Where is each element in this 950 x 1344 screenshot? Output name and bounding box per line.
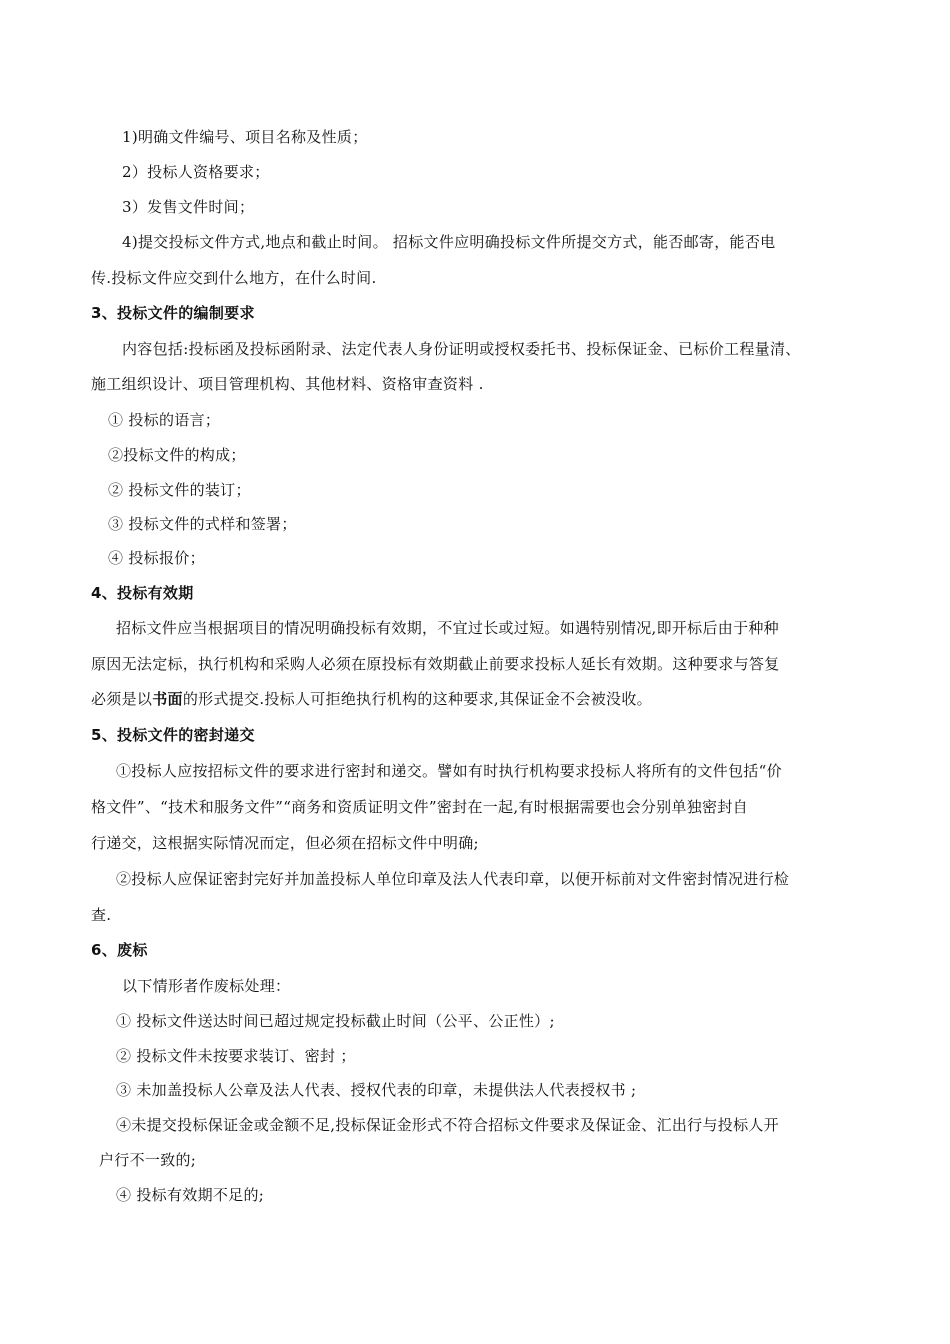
paragraph-line: 查.: [91, 906, 112, 924]
paragraph-line: 格文件”、“技术和服务文件”“商务和资质证明文件”密封在一起,有时根据需要也会分别单独密封自: [91, 798, 748, 816]
list-item: ④ 投标报价；: [108, 549, 205, 567]
section-heading: 3、投标文件的编制要求: [91, 304, 255, 322]
list-item: ① 投标文件送达时间已超过规定投标截止时间（公平、公正性）;: [116, 1012, 555, 1030]
list-item: ② 投标文件的装订；: [108, 481, 251, 499]
list-item: ④未提交投标保证金或金额不足,投标保证金形式不符合招标文件要求及保证金、汇出行与投标人开: [116, 1116, 779, 1134]
paragraph-line: ②投标人应保证密封完好并加盖投标人单位印章及法人代表印章，以便开标前对文件密封情况进行检: [116, 870, 790, 888]
paragraph-line: 原因无法定标，执行机构和采购人必须在原投标有效期截止前要求投标人延长有效期。这种要求与答复: [91, 655, 780, 673]
paragraph-line: [91, 689, 652, 709]
section-heading: 4、投标有效期: [91, 584, 194, 602]
list-item: ④ 投标有效期不足的;: [116, 1186, 265, 1204]
paragraph-line: 行递交，这根据实际情况而定，但必须在招标文件中明确;: [91, 834, 479, 852]
list-item: ② 投标文件未按要求装订、密封 ；: [116, 1047, 356, 1065]
paragraph-line: 户行不一致的;: [99, 1151, 197, 1169]
paragraph-line: ①投标人应按招标文件的要求进行密封和递交。譬如有时执行机构要求投标人将所有的文件包括“价: [116, 762, 782, 780]
paragraph-line: 传.投标文件应交到什么地方，在什么时间.: [91, 269, 377, 287]
section-heading: 5、投标文件的密封递交: [91, 726, 255, 744]
list-item: 3）发售文件时间；: [122, 198, 255, 216]
paragraph-line: 以下情形者作废标处理：: [122, 977, 291, 995]
paragraph-line: 施工组织设计、项目管理机构、其他材料、资格审查资料 .: [91, 375, 484, 393]
list-item: 1)明确文件编号、项目名称及性质；: [122, 128, 368, 146]
list-item: 4)提交投标文件方式,地点和截止时间。 招标文件应明确投标文件所提交方式，能否邮寄，能否电: [122, 233, 776, 251]
list-item: ③ 投标文件的式样和签署；: [108, 515, 297, 533]
section-heading: 6、废标: [91, 941, 148, 959]
emphasis-text: 书面: [152, 690, 183, 708]
list-item: ②投标文件的构成；: [108, 446, 246, 464]
list-item: ③ 未加盖投标人公章及法人代表、授权代表的印章，未提供法人代表授权书 ;: [116, 1081, 637, 1099]
list-item: ① 投标的语言；: [108, 411, 221, 429]
text-run: 必须是以: [91, 690, 153, 708]
paragraph-line: 招标文件应当根据项目的情况明确投标有效期，不宜过长或过短。如遇特别情况,即开标后由于种种: [116, 619, 779, 637]
text-run: 的形式提交.投标人可拒绝执行机构的这种要求,其保证金不会被没收。: [182, 690, 652, 708]
paragraph-line: 内容包括:投标函及投标函附录、法定代表人身份证明或授权委托书、投标保证金、已标价工程量清、: [122, 340, 801, 358]
list-item: 2）投标人资格要求；: [122, 163, 270, 181]
